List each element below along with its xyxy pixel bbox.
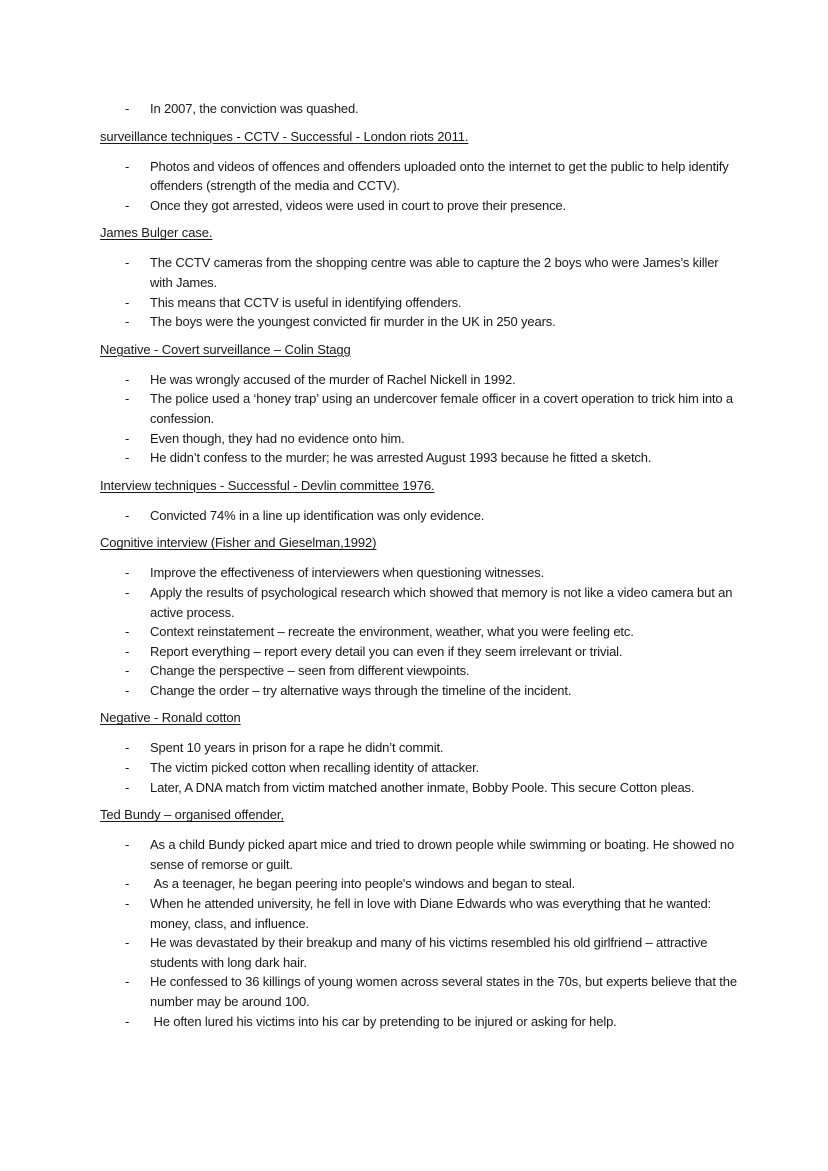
list-item — [100, 972, 740, 1011]
section-list — [100, 563, 740, 700]
list-item-text: He was devastated by their breakup and many of his victims resembled his old girlfriend – attractive students with long dark hair. — [150, 935, 708, 970]
list-item-text: Apply the results of psychological research which showed that memory is not like a video camera but an active process. — [150, 584, 733, 620]
section-james-bulger — [100, 223, 740, 339]
section-heading: Ted Bundy – organised offender, — [100, 807, 284, 823]
list-item-text: Spent 10 years in prison for a rape he didn’t commit. — [150, 740, 444, 756]
intro-list — [100, 99, 740, 119]
section-heading: Interview techniques - Successful - Devlin committee 1976. — [100, 477, 435, 493]
dash-bullet-icon: - — [125, 158, 130, 174]
dash-bullet-icon: - — [125, 760, 130, 776]
dash-bullet-icon: - — [125, 255, 130, 271]
section-list — [100, 370, 740, 468]
list-item-text: The boys were the youngest convicted fir murder in the UK in 250 years. — [150, 314, 556, 330]
dash-bullet-icon: - — [125, 430, 130, 446]
list-item-text: Photos and videos of offences and offenders uploaded onto the internet to get the public to help identify offenders (strength of the media and CCTV). — [150, 158, 729, 194]
section-heading: Negative - Covert surveillance – Colin Stagg — [100, 341, 351, 357]
list-item-text: Change the order – try alternative ways through the timeline of the incident. — [150, 682, 572, 698]
list-item — [100, 196, 740, 216]
dash-bullet-icon: - — [125, 935, 130, 951]
list-item-text: The police used a ‘honey trap’ using an undercover female officer in a covert operation to trick him into a confession. — [150, 391, 734, 426]
list-item-text: When he attended university, he fell in love with Diane Edwards who was everything that he wanted: money, class, and influence. — [150, 896, 711, 931]
dash-bullet-icon: - — [125, 314, 130, 330]
list-item-text: Improve the effectiveness of interviewers when questioning witnesses. — [150, 565, 545, 581]
list-item — [100, 738, 740, 758]
list-item — [100, 1012, 740, 1032]
dash-bullet-icon: - — [125, 450, 130, 466]
section-ronald-cotton — [100, 708, 740, 805]
list-item — [100, 506, 740, 526]
section-heading: Negative - Ronald cotton — [100, 710, 241, 726]
section-cognitive-interview — [100, 533, 740, 708]
dash-bullet-icon: - — [125, 837, 130, 853]
dash-bullet-icon: - — [125, 294, 130, 310]
list-item-text: He often lured his victims into his car by pretending to be injured or asking for help. — [150, 1013, 617, 1029]
list-item — [100, 312, 740, 332]
list-item-text: He was wrongly accused of the murder of Rachel Nickell in 1992. — [150, 371, 516, 387]
dash-bullet-icon: - — [125, 663, 130, 679]
list-item-text: Context reinstatement – recreate the environment, weather, what you were feeling etc. — [150, 624, 634, 640]
dash-bullet-icon: - — [125, 643, 130, 659]
list-item-text: He confessed to 36 killings of young women across several states in the 70s, but experts believe that the number may be around 100. — [150, 974, 737, 1009]
list-item-text: The CCTV cameras from the shopping centre was able to capture the 2 boys who were James’s killer with James. — [150, 255, 719, 290]
dash-bullet-icon: - — [125, 896, 130, 912]
section-heading: Cognitive interview (Fisher and Gieselman,1992) — [100, 535, 377, 551]
list-item — [100, 370, 740, 390]
dash-bullet-icon: - — [125, 371, 130, 387]
list-item — [100, 894, 740, 933]
list-item-text: Report everything – report every detail you can even if they seem irrelevant or trivial. — [150, 643, 623, 659]
list-item — [100, 157, 740, 196]
section-list — [100, 506, 740, 526]
list-item — [100, 253, 740, 292]
list-item-text: In 2007, the conviction was quashed. — [150, 101, 359, 116]
section-ted-bundy — [100, 805, 740, 1031]
list-item — [100, 758, 740, 778]
dash-bullet-icon: - — [125, 565, 130, 581]
dash-bullet-icon: - — [125, 391, 130, 407]
list-item — [100, 642, 740, 662]
list-item — [100, 563, 740, 583]
section-devlin-committee — [100, 476, 740, 534]
list-item — [100, 293, 740, 313]
section-heading: surveillance techniques - CCTV - Successful - London riots 2011. — [100, 128, 469, 144]
section-london-riots — [100, 127, 740, 224]
dash-bullet-icon: - — [125, 101, 130, 116]
dash-bullet-icon: - — [125, 624, 130, 640]
list-item — [100, 448, 740, 468]
list-item — [100, 835, 740, 874]
dash-bullet-icon: - — [125, 584, 130, 600]
list-item-text: This means that CCTV is useful in identifying offenders. — [150, 294, 462, 310]
document-content — [100, 99, 740, 1031]
list-item — [100, 99, 740, 119]
section-colin-stagg — [100, 340, 740, 476]
dash-bullet-icon: - — [125, 682, 130, 698]
list-item-text: As a teenager, he began peering into people's windows and began to steal. — [150, 876, 576, 892]
section-list — [100, 738, 740, 797]
list-item-text: Convicted 74% in a line up identification was only evidence. — [150, 507, 485, 523]
dash-bullet-icon: - — [125, 974, 130, 990]
list-item-text: Change the perspective – seen from different viewpoints. — [150, 663, 470, 679]
list-item — [100, 681, 740, 701]
list-item — [100, 661, 740, 681]
dash-bullet-icon: - — [125, 779, 130, 795]
dash-bullet-icon: - — [125, 507, 130, 523]
section-list — [100, 253, 740, 331]
list-item — [100, 622, 740, 642]
dash-bullet-icon: - — [125, 197, 130, 213]
list-item-text: Even though, they had no evidence onto him. — [150, 430, 405, 446]
list-item-text: Later, A DNA match from victim matched another inmate, Bobby Poole. This secure Cotton pleas. — [150, 779, 695, 795]
dash-bullet-icon: - — [125, 740, 130, 756]
list-item-text: As a child Bundy picked apart mice and tried to drown people while swimming or boating. He showed no sense of remorse or guilt. — [150, 837, 735, 872]
list-item — [100, 583, 740, 622]
list-item — [100, 933, 740, 972]
dash-bullet-icon: - — [125, 1013, 130, 1029]
list-item — [100, 389, 740, 428]
list-item — [100, 778, 740, 798]
list-item-text: The victim picked cotton when recalling identity of attacker. — [150, 760, 480, 776]
section-list — [100, 835, 740, 1031]
list-item-text: He didn’t confess to the murder; he was arrested August 1993 because he fitted a sketch. — [150, 450, 652, 466]
section-list — [100, 157, 740, 216]
section-heading: James Bulger case. — [100, 225, 213, 241]
list-item — [100, 874, 740, 894]
dash-bullet-icon: - — [125, 876, 130, 892]
list-item-text: Once they got arrested, videos were used in court to prove their presence. — [150, 197, 566, 213]
list-item — [100, 429, 740, 449]
